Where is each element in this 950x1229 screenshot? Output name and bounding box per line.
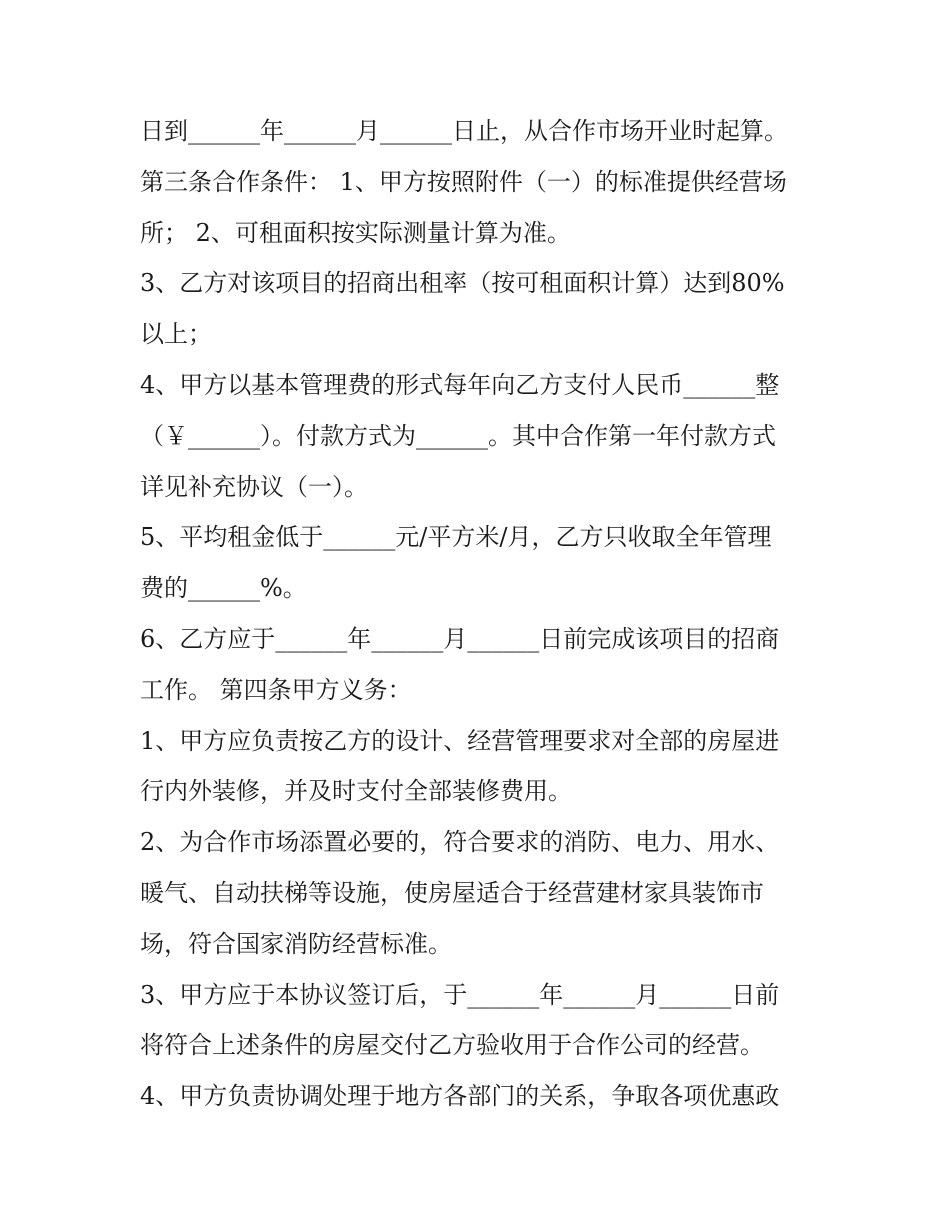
- text-line: 4、甲方负责协调处理于地方各部门的关系，争取各项优惠政: [140, 1082, 780, 1111]
- text-line: 行内外装修，并及时支付全部装修费用。: [140, 777, 572, 806]
- text-line: 详见补充协议（一）。: [140, 472, 368, 501]
- text-line: 暖气、自动扶梯等设施，使房屋适合于经营建材家具装饰市: [140, 878, 764, 907]
- text-line: 以上；: [140, 320, 212, 349]
- text-line: 3、甲方应于本协议签订后，于______年______月______日前: [140, 980, 780, 1009]
- text-line: 第三条合作条件： 1、甲方按照附件（一）的标准提供经营场: [140, 167, 787, 196]
- text-line: 日到______年______月______日止，从合作市场开业时起算。: [140, 117, 788, 145]
- text-line: 所； 2、可租面积按实际测量计算为准。: [140, 218, 571, 247]
- text-line: 5、平均租金低于______元/平方米/月，乙方只收取全年管理: [140, 523, 772, 552]
- text-line: 3、乙方对该项目的招商出租率（按可租面积计算）达到80%: [140, 269, 785, 298]
- text-line: 工作。 第四条甲方义务：: [140, 675, 412, 704]
- document-body: [140, 106, 820, 1122]
- text-line: 将符合上述条件的房屋交付乙方验收用于合作公司的经营。: [140, 1031, 764, 1060]
- text-line: 费的______%。: [140, 574, 307, 603]
- text-line: 1、甲方应负责按乙方的设计、经营管理要求对全部的房屋进: [140, 726, 780, 755]
- text-line: 4、甲方以基本管理费的形式每年向乙方支付人民币______整: [140, 370, 780, 399]
- text-line: 场，符合国家消防经营标准。: [140, 929, 452, 958]
- text-line: （￥______）。付款方式为______。其中合作第一年付款方式: [140, 421, 776, 450]
- text-line: 2、为合作市场添置必要的，符合要求的消防、电力、用水、: [140, 828, 780, 857]
- text-line: 6、乙方应于______年______月______日前完成该项目的招商: [140, 624, 780, 653]
